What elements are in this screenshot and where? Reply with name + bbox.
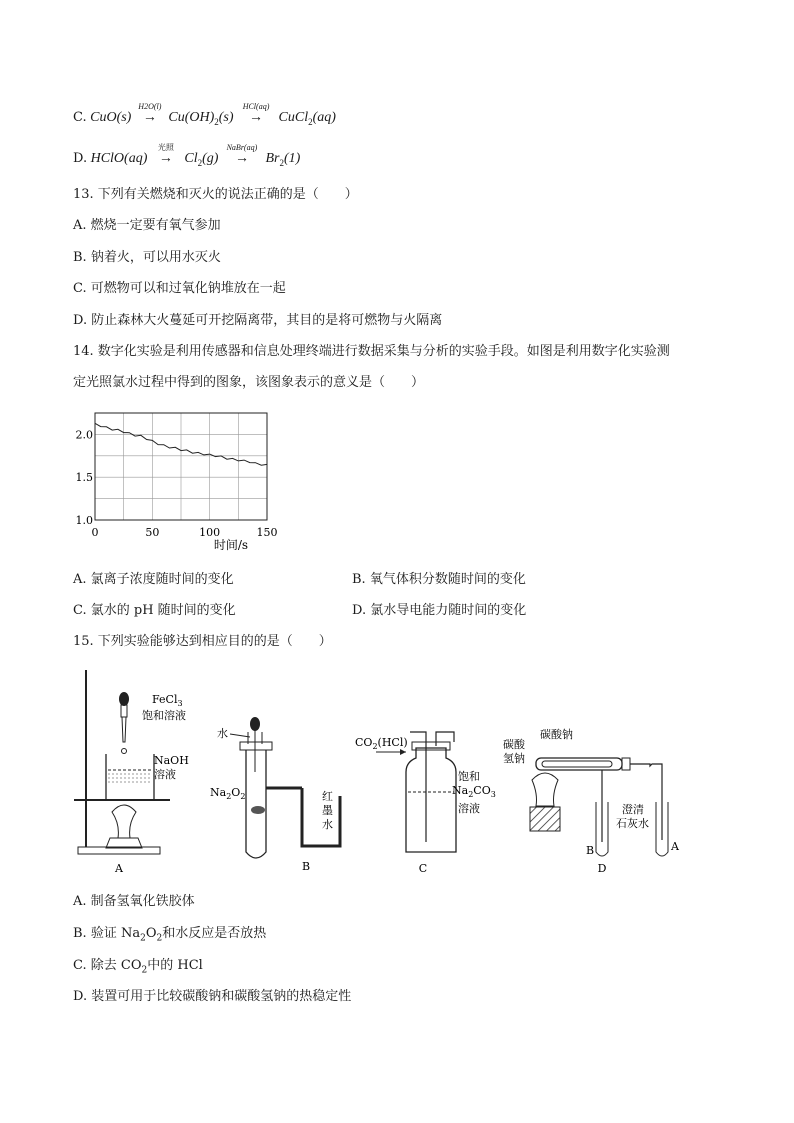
q14-option-a: A. 氯离子浓度随时间的变化 [73,572,234,587]
x-tick-label: 0 [91,526,99,539]
figD-label-a: A [671,840,679,853]
q13-option-c: C. 可燃物可以和过氧化钠堆放在一起 [73,281,286,296]
figD-nahco3b: 氢钠 [503,752,525,765]
q13-option-b: B. 钠着火，可以用水灭火 [73,250,221,265]
reaction-arrow-1: H2O(l) → [138,102,162,125]
figA-reagent2a: NaOH [154,754,189,767]
figC-sol2: $Na_2CO_3$ [452,784,496,799]
outlet-tube [436,732,454,746]
formula-cuoh2: $Cu(OH)_2(s)$ [168,110,234,127]
figA-caption: A [115,862,123,875]
chlorine-water-chart [70,405,290,555]
apparatus-b [210,717,340,873]
q13-option-a: A. 燃烧一定要有氧气参加 [73,218,221,233]
beaker-liquid [108,774,152,782]
support-block [530,807,560,831]
y-tick-label: 2.0 [75,428,93,442]
q14-stem-line1: 14. 数字化实验是利用传感器和信息处理终端进行数据采集与分析的实验手段。如图是利用数字化实验测 [73,344,670,359]
figA-reagent1b: 饱和溶液 [142,709,186,722]
q15-option-b: B. 验证 $Na_2O_2$和水反应是否放热 [73,926,267,944]
figB-na2o2: $Na_2O_2$ [210,786,246,801]
dropper-bulb [119,692,129,706]
inner-tube [542,761,612,767]
formula-br2: $Br_2(1)$ [265,151,301,168]
q15-option-c: C. 除去 $CO_2$中的 HCl [73,958,203,976]
drop [122,749,127,754]
water-leader [230,734,250,737]
figC-sol3: 溶液 [458,802,480,815]
q12-option-d: D. HClO(aq) 光照 → $Cl_2(g)$ NaBr(aq) → $Br_2(1)$ [73,143,301,168]
figD-lime2: 石灰水 [616,817,649,830]
figB-ink3: 水 [322,818,333,831]
figB-ink2: 墨 [322,804,333,817]
reaction-arrow-4: NaBr(aq) → [226,143,258,166]
q12-option-c: C. CuO(s) H2O(l) → $Cu(OH)_2(s)$ HCl(aq) → CuCl$_2$(aq) [73,102,336,127]
q13-stem: 13. 下列有关燃烧和灭火的说法正确的是（ ） [73,187,358,202]
reaction-arrow-2: HCl(aq) → [242,102,270,125]
figB-caption: B [301,860,311,873]
figD-label-b: B [586,844,595,857]
figC-sol1: 饱和 [458,770,480,783]
figC-gas: $CO_2(HCl)$ [355,736,408,751]
figD-na2co3: 碳酸钠 [540,728,573,741]
q15-apparatus-figure [70,662,710,882]
stopper [240,742,272,750]
test-tube [246,750,266,858]
figD-nahco3a: 碳酸 [503,738,525,751]
q14-option-c: C. 氯水的 pH 随时间的变化 [73,603,236,618]
u-tube [302,788,340,846]
q14-stem-line2: 定光照氯水过程中得到的图象，该图象表示的意义是（ ） [73,375,425,390]
tube-stopper [622,758,630,770]
figC-caption: C [418,862,428,875]
burner-flame [112,805,136,838]
q14-option-d: D. 氯水导电能力随时间的变化 [352,603,527,618]
dropper-tube [122,717,126,742]
x-tick-label: 50 [145,526,160,539]
reaction-arrow-3: 光照 → [157,143,174,166]
figA-reagent2b: 溶液 [154,768,176,781]
q14-option-b: B. 氧气体积分数随时间的变化 [352,572,526,587]
figA-reagent1: FeCl$_3$ [152,693,183,708]
dropper-neck [121,705,127,717]
y-tick-label: 1.0 [75,514,93,527]
apparatus-d [503,727,680,875]
formula-hclo: HClO(aq) [90,151,148,166]
beaker [106,754,154,800]
formula-cucl2: CuCl$_2$(aq) [278,110,336,127]
wash-bottle [406,748,456,852]
arrow-head [400,749,406,755]
q13-option-d: D. 防止森林大火蔓延可开挖隔离带，其目的是将可燃物与火隔离 [73,313,443,328]
funnel-bulb [250,717,260,731]
x-tick-label: 150 [256,526,278,539]
outer-tube [536,758,622,770]
formula-cl2: $Cl_2(g)$ [184,151,219,168]
apparatus-c [355,732,496,875]
figB-ink1: 红 [322,790,333,803]
formula-cuo: CuO(s) [90,110,132,125]
figD-lime1: 澄清 [622,803,644,816]
apparatus-a [74,670,189,875]
chart-grid [95,413,267,520]
lamp-flame [532,773,558,806]
y-tick-label: 1.5 [75,471,93,485]
chart-ticks [76,428,278,539]
na2o2-solid [251,806,265,814]
figB-water: 水 [217,727,228,740]
q15-option-a: A. 制备氢氧化铁胶体 [73,894,195,909]
chart-xlabel: 时间/s [213,538,249,552]
q15-stem: 15. 下列实验能够达到相应目的的是（ ） [73,634,332,649]
bottle-stopper [412,742,450,750]
x-tick-label: 100 [199,526,221,539]
q15-option-d: D. 装置可用于比较碳酸钠和碳酸氢钠的热稳定性 [73,989,352,1004]
figD-caption: D [597,862,607,875]
